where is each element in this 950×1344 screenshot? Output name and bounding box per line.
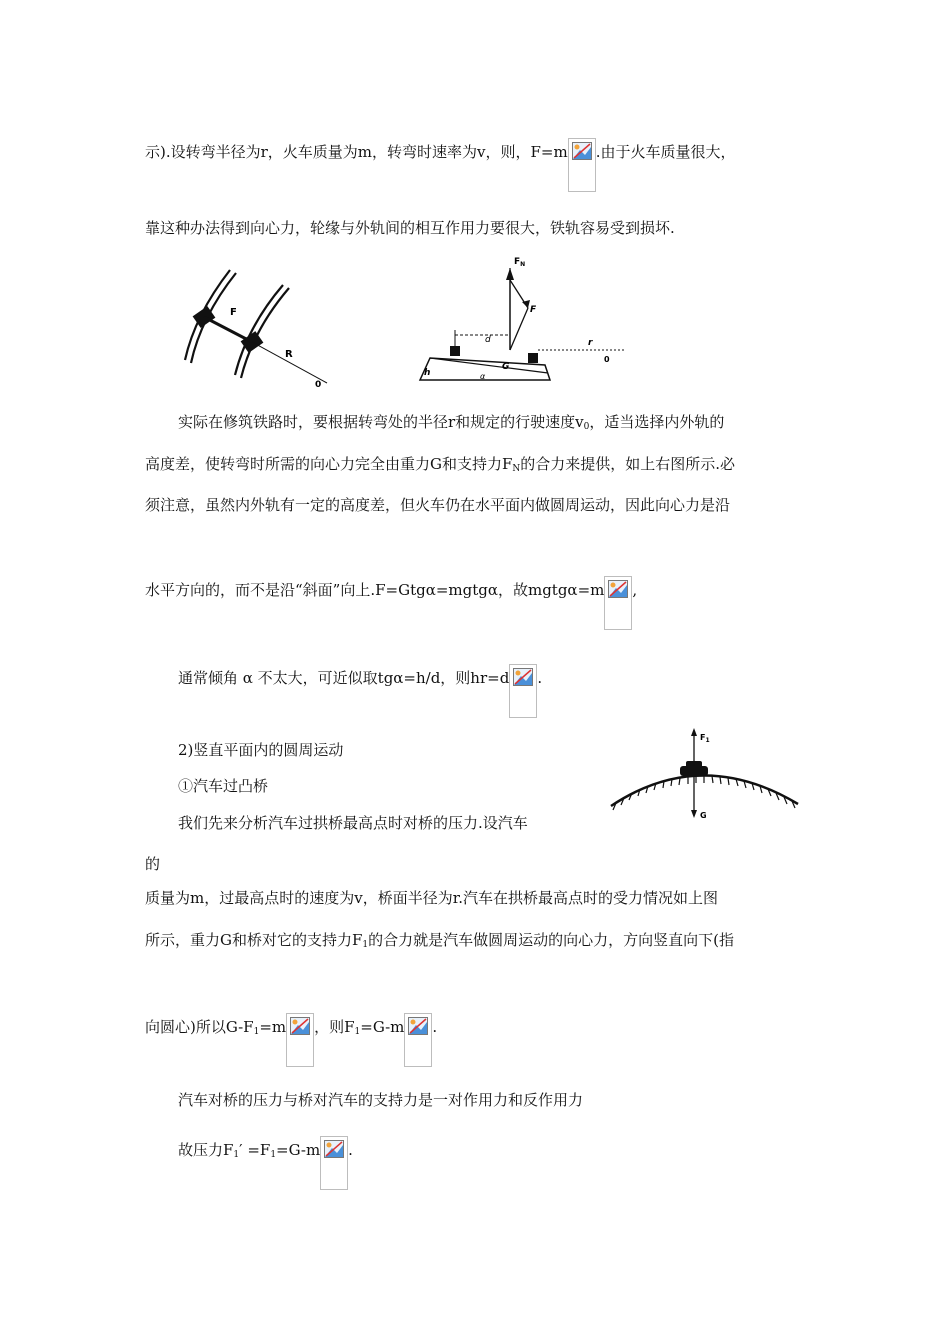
svg-text:α: α bbox=[480, 372, 486, 381]
text-line-4: 高度差，使转弯时所需的向心力完全由重力G和支持力$F_N$的合力来提供，如上右图所示.必 bbox=[145, 455, 736, 474]
broken-image-icon bbox=[320, 1136, 348, 1190]
svg-text:h: h bbox=[424, 368, 431, 378]
svg-text:FN: $F_N$ bbox=[514, 257, 526, 268]
text-line-14: 故压力$F_1' =F_1=G-m$ . bbox=[178, 1140, 353, 1190]
text-line-7: 通常倾角 α 不太大，可近似取tgα=h/d，则hr=d . bbox=[178, 668, 542, 718]
text-line-1: 示).设转弯半径为r，火车质量为m，转弯时速率为v，则，F=m .由于火车质量很大， bbox=[145, 142, 735, 192]
text-line-10: 质量为m，过最高点时的速度为v，桥面半径为r.汽车在拱桥最高点时的受力情况如上图 bbox=[145, 889, 718, 907]
text-line-2: 靠这种办法得到向心力，轮缘与外轨间的相互作用力要很大，铁轨容易受到损坏. bbox=[145, 219, 675, 237]
broken-image-icon bbox=[604, 576, 632, 630]
text-line-12: 向圆心)所以$G-F_1=m$ ，则$F_1=G-m$ . bbox=[145, 1017, 437, 1067]
text-line-6: 水平方向的，而不是沿“斜面”向上.F=Gtgα=mgtgα，故mgtgα=m , bbox=[145, 580, 637, 630]
svg-text:R: R bbox=[285, 349, 293, 360]
section-subtitle: ①汽车过凸桥 bbox=[178, 777, 269, 795]
svg-text:F1: $F_1$ bbox=[700, 733, 710, 744]
svg-text:r: r bbox=[588, 338, 593, 348]
svg-text:d: d bbox=[485, 335, 491, 345]
svg-text:F: F bbox=[530, 305, 537, 315]
svg-text:G: G bbox=[700, 811, 707, 820]
banked-track-figure bbox=[410, 250, 630, 385]
text-line-9: 的 bbox=[145, 855, 161, 873]
bridge-figure bbox=[606, 726, 806, 826]
svg-text:G: G bbox=[502, 362, 510, 372]
svg-text:F: F bbox=[230, 307, 237, 318]
text-line-11: 所示，重力G和桥对它的支持力$F_1$的合力就是汽车做圆周运动的向心力，方向竖直向下(指 bbox=[145, 931, 734, 950]
svg-text:0: 0 bbox=[315, 380, 322, 390]
broken-image-icon bbox=[404, 1013, 432, 1067]
text-line-13: 汽车对桥的压力与桥对汽车的支持力是一对作用力和反作用力 bbox=[178, 1091, 584, 1109]
broken-image-icon bbox=[568, 138, 596, 192]
broken-image-icon bbox=[509, 664, 537, 718]
wheelset-figure bbox=[175, 265, 335, 395]
broken-image-icon bbox=[286, 1013, 314, 1067]
section-title: 2)竖直平面内的圆周运动 bbox=[178, 741, 344, 759]
text-line-8: 我们先来分析汽车过拱桥最高点时对桥的压力.设汽车 bbox=[178, 814, 528, 832]
svg-text:0: 0 bbox=[604, 355, 610, 364]
text-line-3: 实际在修筑铁路时，要根据转弯处的半径r和规定的行驶速度$v_0$，适当选择内外轨的 bbox=[178, 413, 725, 432]
text-line-5: 须注意，虽然内外轨有一定的高度差，但火车仍在水平面内做圆周运动，因此向心力是沿 bbox=[145, 496, 731, 514]
